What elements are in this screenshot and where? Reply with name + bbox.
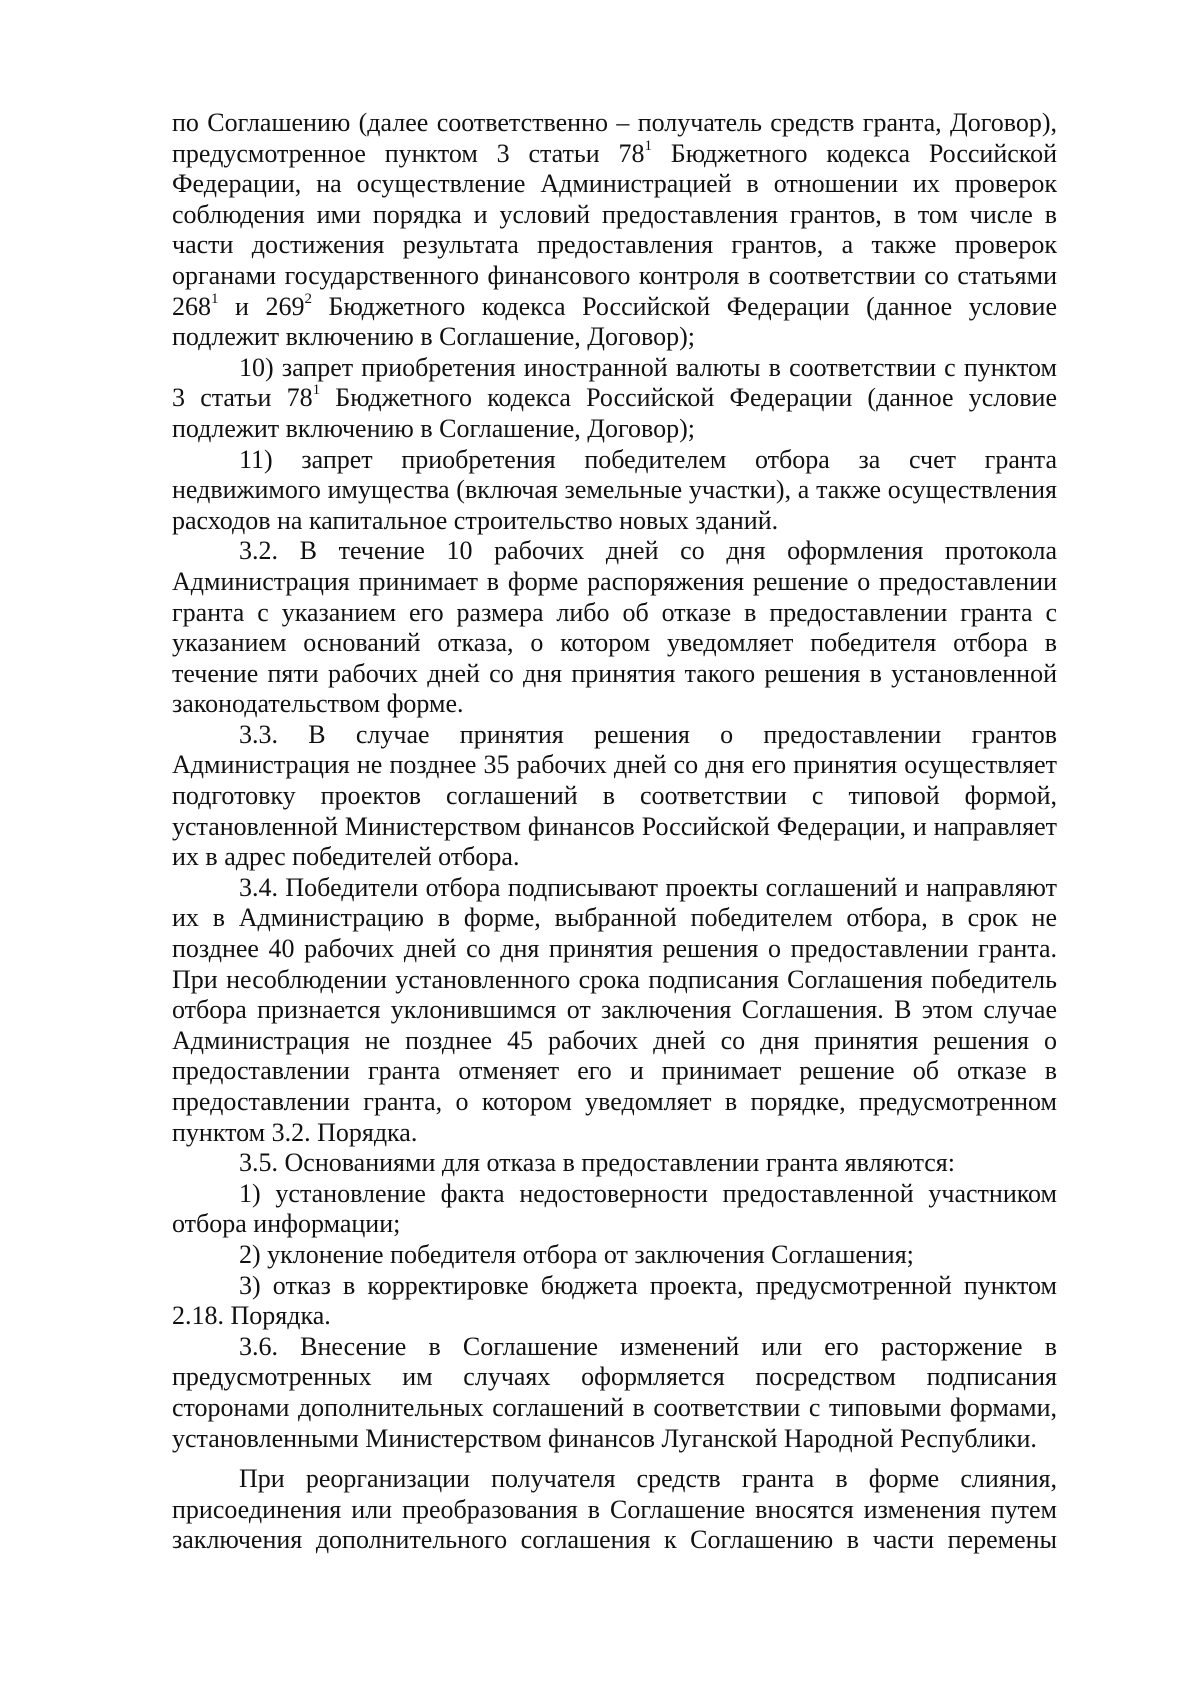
paragraph-3-5-item-1: 1) установление факта недостоверности предоставленной участником отбора информации;: [172, 1178, 1057, 1239]
paragraph-continuation: по Соглашению (далее соответственно – получатель средств гранта, Договор), предусмотренное пунктом 3 статьи $78^1$ Бюджетного кодекса Российской Федерации, на осуществление Администрацией в отношении их проверок соблюдения ими порядка и условий предоставления грантов, в том числе в части достижения результата предоставления грантов, а также проверок органами государственного финансового контроля в соответствии со статьями $268^1$ и $269^2$ Бюджетного кодекса Российской Федерации (данное условие подлежит включению в Соглашение, Договор);: [172, 108, 1057, 352]
paragraph-3-6: 3.6. Внесение в Соглашение изменений или его расторжение в предусмотренных им случаях оформляется посредством подписания сторонами дополнительных соглашений в соответствии с типовыми формами, установленными Министерством финансов Луганской Народной Республики.: [172, 1331, 1057, 1453]
paragraph-reorganization: При реорганизации получателя средств гранта в форме слияния, присоединения или преобразования в Соглашение вносятся изменения путем заключения дополнительного соглашения к Соглашению в части перемены: [172, 1464, 1057, 1555]
paragraph-3-3: 3.3. В случае принятия решения о предоставлении грантов Администрация не позднее 35 рабочих дней со дня его принятия осуществляет подготовку проектов соглашений в соответствии с типовой формой, установленной Министерством финансов Российской Федерации, и направляет их в адрес победителей отбора.: [172, 719, 1057, 872]
paragraph-3-2: 3.2. В течение 10 рабочих дней со дня оформления протокола Администрация принимает в форме распоряжения решение о предоставлении гранта с указанием его размера либо об отказе в предоставлении гранта с указанием оснований отказа, о котором уведомляет победителя отбора в течение пяти рабочих дней со дня принятия такого решения в установленной законодательством форме.: [172, 536, 1057, 719]
paragraph-3-5-item-2: 2) уклонение победителя отбора от заключения Соглашения;: [239, 1239, 914, 1269]
document-page: [172, 108, 1057, 1556]
paragraph-item-11: 11) запрет приобретения победителем отбора за счет гранта недвижимого имущества (включая земельные участки), а также осуществления расходов на капитальное строительство новых зданий.: [172, 444, 1057, 535]
paragraph-item-10: 10) запрет приобретения иностранной валюты в соответствии с пунктом 3 статьи $78^1$ Бюджетного кодекса Российской Федерации (данное условие подлежит включению в Соглашение, Договор);: [172, 352, 1057, 443]
paragraph-3-4: 3.4. Победители отбора подписывают проекты соглашений и направляют их в Администрацию в форме, выбранной победителем отбора, в срок не позднее 40 рабочих дней со дня принятия решения о предоставлении гранта. При несоблюдении установленного срока подписания Соглашения победитель отбора признается уклонившимся от заключения Соглашения. В этом случае Администрация не позднее 45 рабочих дней со дня принятия решения о предоставлении гранта отменяет его и принимает решение об отказе в предоставлении гранта, о котором уведомляет в порядке, предусмотренном пунктом 3.2. Порядка.: [172, 872, 1057, 1147]
paragraph-3-5: 3.5. Основаниями для отказа в предоставлении гранта являются:: [239, 1148, 955, 1178]
paragraph-3-5-item-3: 3) отказ в корректировке бюджета проекта, предусмотренной пунктом 2.18. Порядка.: [172, 1270, 1057, 1331]
